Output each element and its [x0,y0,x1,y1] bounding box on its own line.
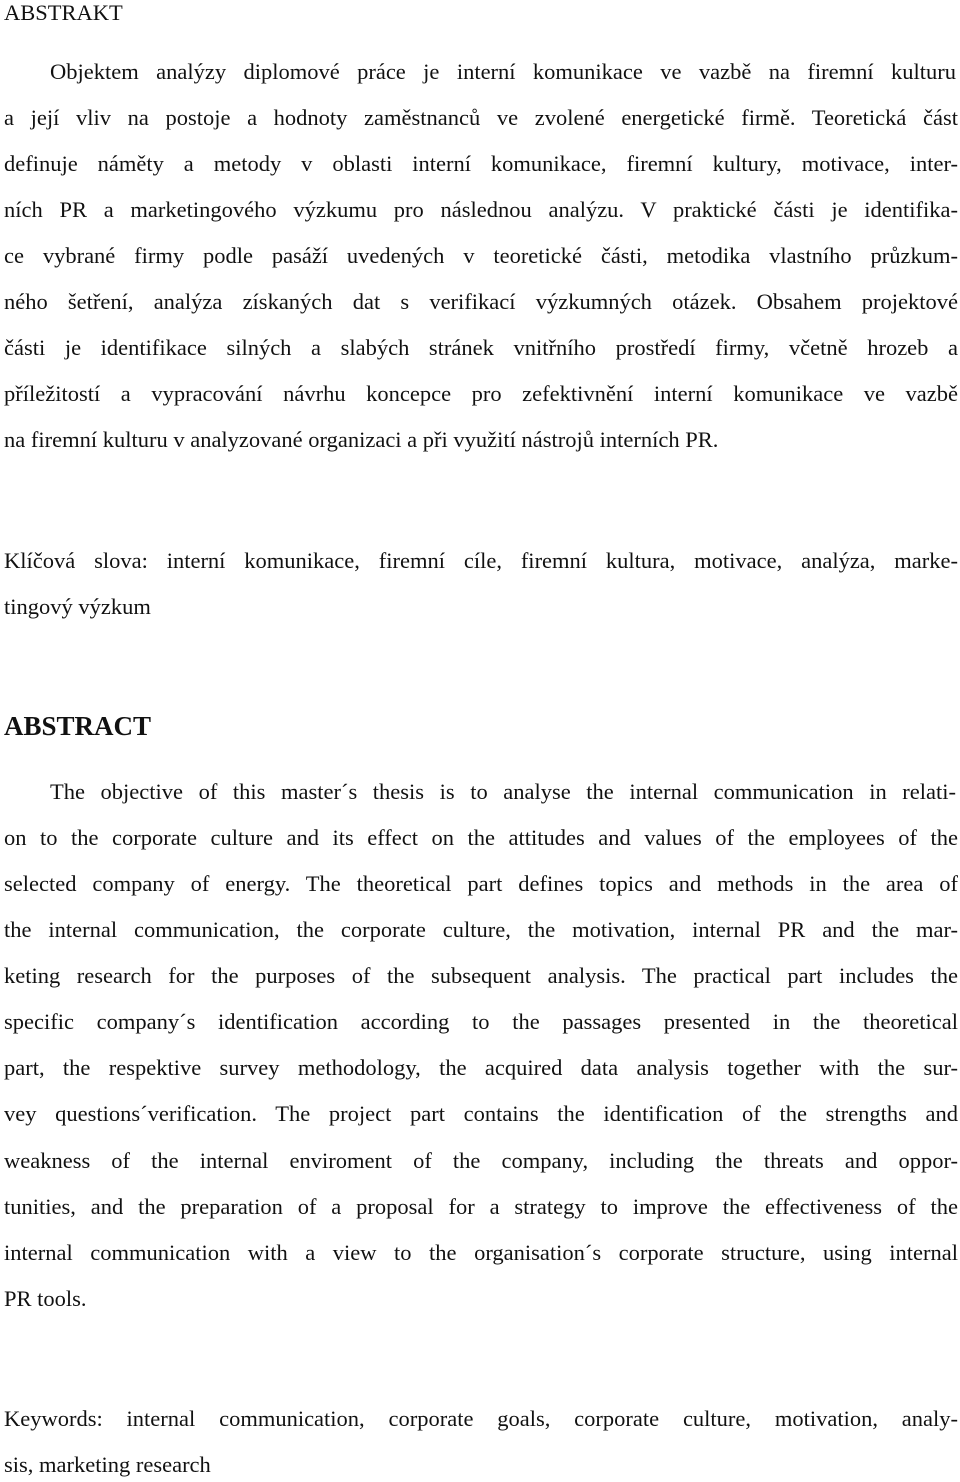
abstrakt-line-1: Objektem analýzy diplomové práce je interní komunikace ve vazbě na firemní kulturu [50,59,956,84]
abstrakt-line-2: a její vliv na postoje a hodnoty zaměstnanců ve zvolené energetické firmě. Teoretická část [4,105,958,130]
abstract-line-10: tunities, and the preparation of a proposal for a strategy to improve the effectiveness of the [4,1194,958,1219]
abstract-line-11: internal communication with a view to the organisation´s corporate structure, using internal [4,1240,958,1265]
abstrakt-line-5: ce vybrané firmy podle pasáží uvedených v teoretické části, metodika vlastního průzkum- [4,243,958,268]
abstract-line-6: specific company´s identification according to the passages presented in the theoretical [4,1009,958,1034]
abstrakt-line-6: ného šetření, analýza získaných dat s verifikací výzkumných otázek. Obsahem projektové [4,289,958,314]
abstract-keywords-line-1: Keywords: internal communication, corporate goals, corporate culture, motivation, analy- [4,1406,958,1431]
abstrakt-heading: ABSTRAKT [4,0,123,25]
abstrakt-line-8: příležitostí a vypracování návrhu koncepce pro zefektivnění interní komunikace ve vazbě [4,381,958,406]
abstrakt-line-4: ních PR a marketingového výzkumu pro následnou analýzu. V praktické části je identifika- [4,197,958,222]
abstrakt-line-3: definuje náměty a metody v oblasti interní komunikace, firemní kultury, motivace, inter- [4,151,958,176]
abstrakt-line-9: na firemní kulturu v analyzované organizaci a při využití nástrojů interních PR. [4,427,719,452]
abstract-keywords-line-2: sis, marketing research [4,1452,211,1477]
abstract-line-9: weakness of the internal enviroment of the company, including the threats and oppor- [4,1148,958,1173]
abstract-line-4: the internal communication, the corporate culture, the motivation, internal PR and the mar- [4,917,958,942]
abstrakt-keywords-line-2: tingový výzkum [4,594,151,619]
abstrakt-keywords-line-1: Klíčová slova: interní komunikace, firemní cíle, firemní kultura, motivace, analýza, marke- [4,548,958,573]
abstract-line-1: The objective of this master´s thesis is to analyse the internal communication in relati- [50,779,956,804]
abstrakt-line-7: části je identifikace silných a slabých stránek vnitřního prostředí firmy, včetně hrozeb a [4,335,958,360]
abstract-line-3: selected company of energy. The theoretical part defines topics and methods in the area of [4,871,958,896]
abstract-line-8: vey questions´verification. The project part contains the identification of the strengths and [4,1101,958,1126]
abstract-line-12: PR tools. [4,1286,87,1311]
abstract-line-2: on to the corporate culture and its effect on the attitudes and values of the employees of the [4,825,958,850]
abstract-line-5: keting research for the purposes of the subsequent analysis. The practical part includes the [4,963,958,988]
abstract-heading: ABSTRACT [4,711,152,741]
abstract-line-7: part, the respektive survey methodology, the acquired data analysis together with the sur- [4,1055,958,1080]
